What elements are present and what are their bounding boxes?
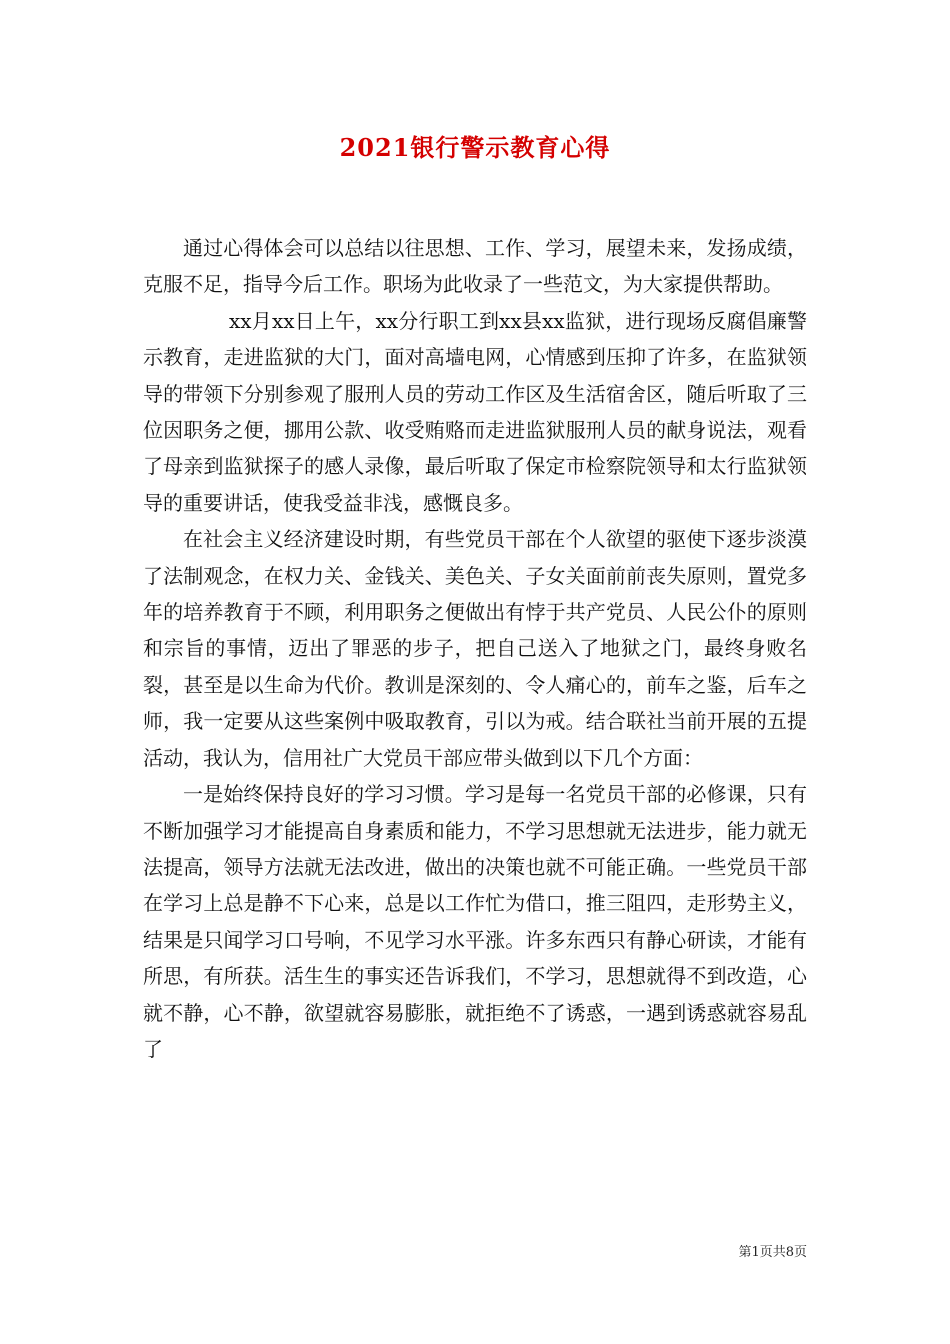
paragraph-visit: xx月xx日上午，xx分行职工到xx县xx监狱，进行现场反腐倡廉警示教育，走进监狱的大门，面对高墙电网，心情感到压抑了许多，在监狱领导的带领下分别参观了服刑人员的劳动工作区及生活宿舍区，随后听取了三位因职务之便，挪用公款、收受贿赂而走进监狱服刑人员的献身说法，观看了母亲到监狱探子的感人录像，最后听取了保定市检察院领导和太行监狱领导的重要讲话，使我受益非浅，感慨良多。 [143,308,807,515]
document-body [143,230,807,1067]
page-number: 第1页共8页 [738,1245,807,1260]
paragraph-point-one: 一是始终保持良好的学习习惯。学习是每一名党员干部的必修课，只有不断加强学习才能提高自身素质和能力，不学习思想就无法进步，能力就无法提高，领导方法就无法改进，做出的决策也就不可能正确。一些党员干部在学习上总是静不下心来，总是以工作忙为借口，推三阻四，走形势主义，结果是只闻学习口号响，不见学习水平涨。许多东西只有静心研读，才能有所思，有所获。活生生的事实还告诉我们，不学习，思想就得不到改造，心就不静，心不静，欲望就容易膨胀，就拒绝不了诱惑，一遇到诱惑就容易乱了 [143,782,807,1061]
paragraph-reflection: 在社会主义经济建设时期，有些党员干部在个人欲望的驱使下逐步淡漠了法制观念，在权力关、金钱关、美色关、子女关面前前丧失原则，置党多年的培养教育于不顾，利用职务之便做出有悖于共产党员、人民公仆的原则和宗旨的事情，迈出了罪恶的步子，把自己送入了地狱之门，最终身败名裂，甚至是以生命为代价。教训是深刻的、令人痛心的，前车之鉴，后车之师，我一定要从这些案例中吸取教育，引以为戒。结合联社当前开展的五提活动，我认为，信用社广大党员干部应带头做到以下几个方面： [143,527,807,770]
document-title: 2021银行警示教育心得 [339,133,611,162]
paragraph-intro: 通过心得体会可以总结以往思想、工作、学习，展望未来，发扬成绩，克服不足，指导今后工作。职场为此收录了一些范文，为大家提供帮助。 [143,236,807,297]
